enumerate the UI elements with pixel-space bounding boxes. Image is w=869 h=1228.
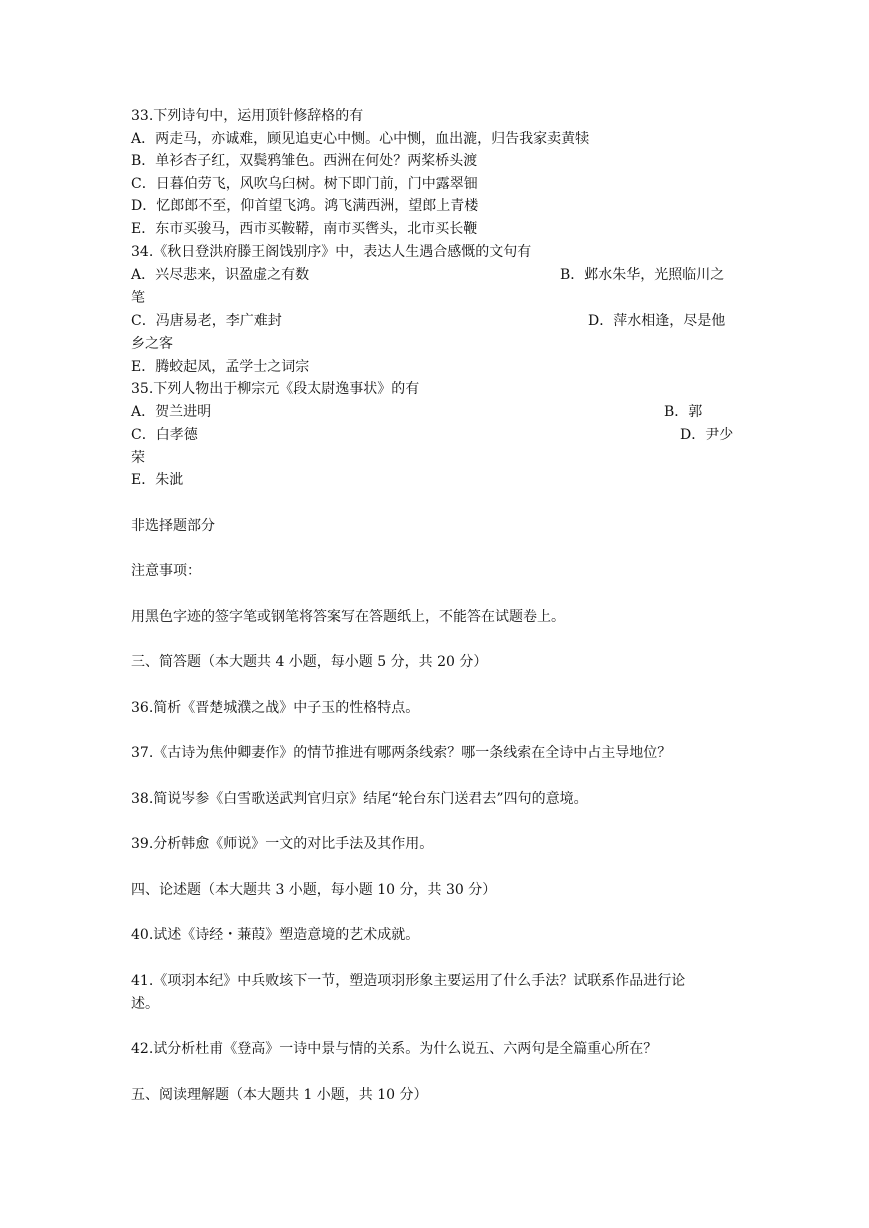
q33-option-c: C．日暮伯劳飞，风吹乌臼树。树下即门前，门中露翠钿: [131, 176, 478, 192]
q33-option-a: A．两走马，亦诚难，顾见追吏心中恻。心中恻，血出漉，归告我家卖黄犊: [131, 131, 590, 147]
q34-option-d: D．萍水相逢，尽是他: [588, 313, 726, 329]
q35-option-b: B．郭: [664, 404, 703, 420]
q34-option-d-cont: 乡之客: [131, 336, 173, 352]
q35-option-e: E．朱泚: [131, 472, 184, 488]
q35-option-c: C．白孝德: [131, 427, 198, 443]
notice-text: 用黑色字迹的签字笔或钢笔将答案写在答题纸上，不能答在试题卷上。: [131, 609, 565, 625]
q40: 40.试述《诗经・蒹葭》塑造意境的艺术成就。: [131, 927, 420, 943]
q34-stem: 34.《秋日登洪府滕王阁饯别序》中，表达人生遇合感慨的文句有: [131, 244, 532, 260]
notice-title: 注意事项：: [131, 563, 201, 579]
q39: 39.分析韩愈《师说》一文的对比手法及其作用。: [131, 836, 434, 852]
q37: 37.《古诗为焦仲卿妻作》的情节推进有哪两条线索？哪一条线索在全诗中占主导地位？: [131, 745, 672, 761]
q35-option-d: D．尹少: [680, 427, 734, 443]
q33-option-b: B．单衫杏子红，双鬓鸦雏色。西洲在何处？两桨桥头渡: [131, 153, 478, 169]
nonchoice-heading: 非选择题部分: [131, 518, 215, 534]
q42: 42.试分析杜甫《登高》一诗中景与情的关系。为什么说五、六两句是全篇重心所在？: [131, 1041, 658, 1057]
q35-option-a: A．贺兰进明: [131, 404, 212, 420]
q34-option-a: A．兴尽悲来，识盈虚之有数: [131, 267, 310, 283]
q33-stem: 33.下列诗句中，运用顶针修辞格的有: [131, 108, 364, 124]
q34-option-b: B．邺水朱华，光照临川之: [560, 267, 725, 283]
q38: 38.简说岑参《白雪歌送武判官归京》结尾“轮台东门送君去”四句的意境。: [131, 791, 588, 807]
q34-option-c: C．冯唐易老，李广难封: [131, 313, 282, 329]
q41-cont: 述。: [131, 996, 159, 1012]
q36: 36.简析《晋楚城濮之战》中子玉的性格特点。: [131, 700, 420, 716]
q33-option-e: E．东市买骏马，西市买鞍鞯，南市买辔头，北市买长鞭: [131, 221, 478, 237]
q33-option-d: D．忆郎郎不至，仰首望飞鸿。鸿飞满西洲，望郎上青楼: [131, 198, 479, 214]
q41: 41.《项羽本纪》中兵败垓下一节，塑造项羽形象主要运用了什么手法？试联系作品进行论: [131, 973, 686, 989]
q34-option-b-cont: 笔: [131, 290, 145, 306]
q35-stem: 35.下列人物出于柳宗元《段太尉逸事状》的有: [131, 381, 420, 397]
q34-option-e: E．腾蛟起凤，孟学士之词宗: [131, 359, 310, 375]
q35-option-d-cont: 荣: [131, 450, 145, 466]
section-3-heading: 三、简答题（本大题共 4 小题，每小题 5 分，共 20 分）: [131, 654, 488, 670]
section-5-heading: 五、阅读理解题（本大题共 1 小题，共 10 分）: [131, 1087, 428, 1103]
section-4-heading: 四、论述题（本大题共 3 小题，每小题 10 分，共 30 分）: [131, 882, 497, 898]
